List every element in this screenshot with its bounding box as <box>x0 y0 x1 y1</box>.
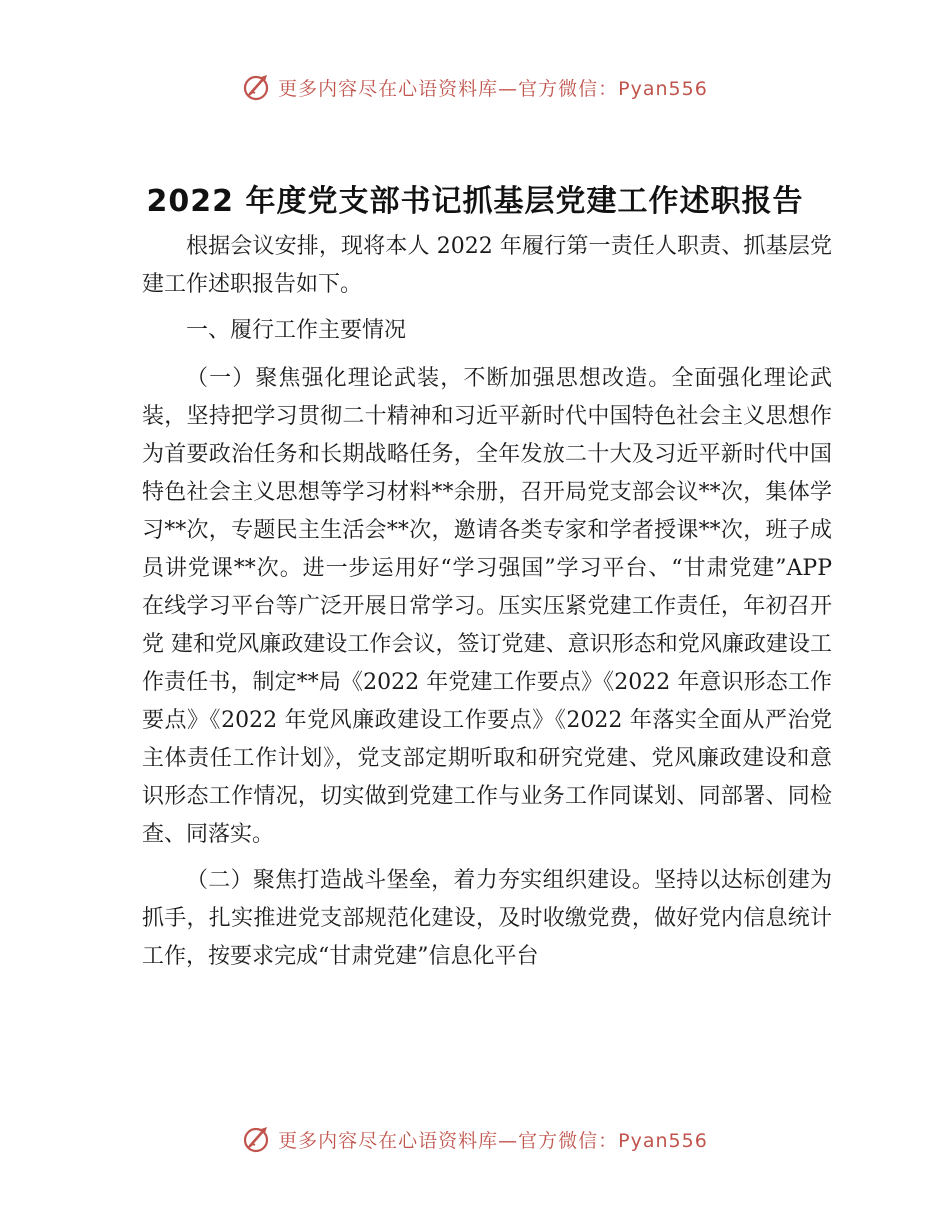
section-heading: 一、履行工作主要情况 <box>186 318 407 343</box>
section-paragraph-1: （一）聚焦强化理论武装，不断加强思想改造。全面强化理论武装，坚持把学习贯彻二十精神和习近平新时代中国特色社会主义思想作为首要政治任务和长期战略任务，全年发放二十大及习近平新时代中国特色社会主义思想等学习材料**余册，召开局党支部会议**次，集体学习**次，专题民主生活会**次，邀请各类专家和学者授课**次，班子成员讲党课**次。进一步运用好“学习强国”学习平台、“甘肃党建”APP 在线学习平台等广泛开展日常学习。压实压紧党建工作责任，年初召开党 建和党风廉政建设工作会议，签订党建、意识形态和党风廉政建设工作责任书，制定**局《2022 年党建工作要点》《2022 年意识形态工作要点》《2022 年党风廉政建设工作要点》《2022 年落实全面从严治党主体责任工作计划》，党支部定期听取和研究党建、党风廉政建设和意识形态工作情况，切实做到党建工作与业务工作同谋划、同部署、同检查、同落实。 <box>142 366 832 847</box>
intro-paragraph: 根据会议安排，现将本人 2022 年履行第一责任人职责、抓基层党建工作述职报告如下。 <box>142 234 832 297</box>
watermark-footer <box>0 1124 950 1154</box>
document-body <box>142 228 832 984</box>
section-paragraph-2: （二）聚焦打造战斗堡垒，着力夯实组织建设。坚持以达标创建为抓手，扎实推进党支部规范化建设，及时收缴党费，做好党内信息统计工作，按要求完成“甘肃党建”信息化平台 <box>142 868 832 969</box>
pen-seal-icon <box>242 72 272 102</box>
watermark-header <box>0 72 950 102</box>
document-title: 2022 年度党支部书记抓基层党建工作述职报告 <box>146 184 804 219</box>
watermark-text: 更多内容尽在心语资料库—官方微信：Pyan556 <box>278 1129 708 1152</box>
pen-seal-icon <box>242 1124 272 1154</box>
watermark-text: 更多内容尽在心语资料库—官方微信：Pyan556 <box>278 77 708 100</box>
